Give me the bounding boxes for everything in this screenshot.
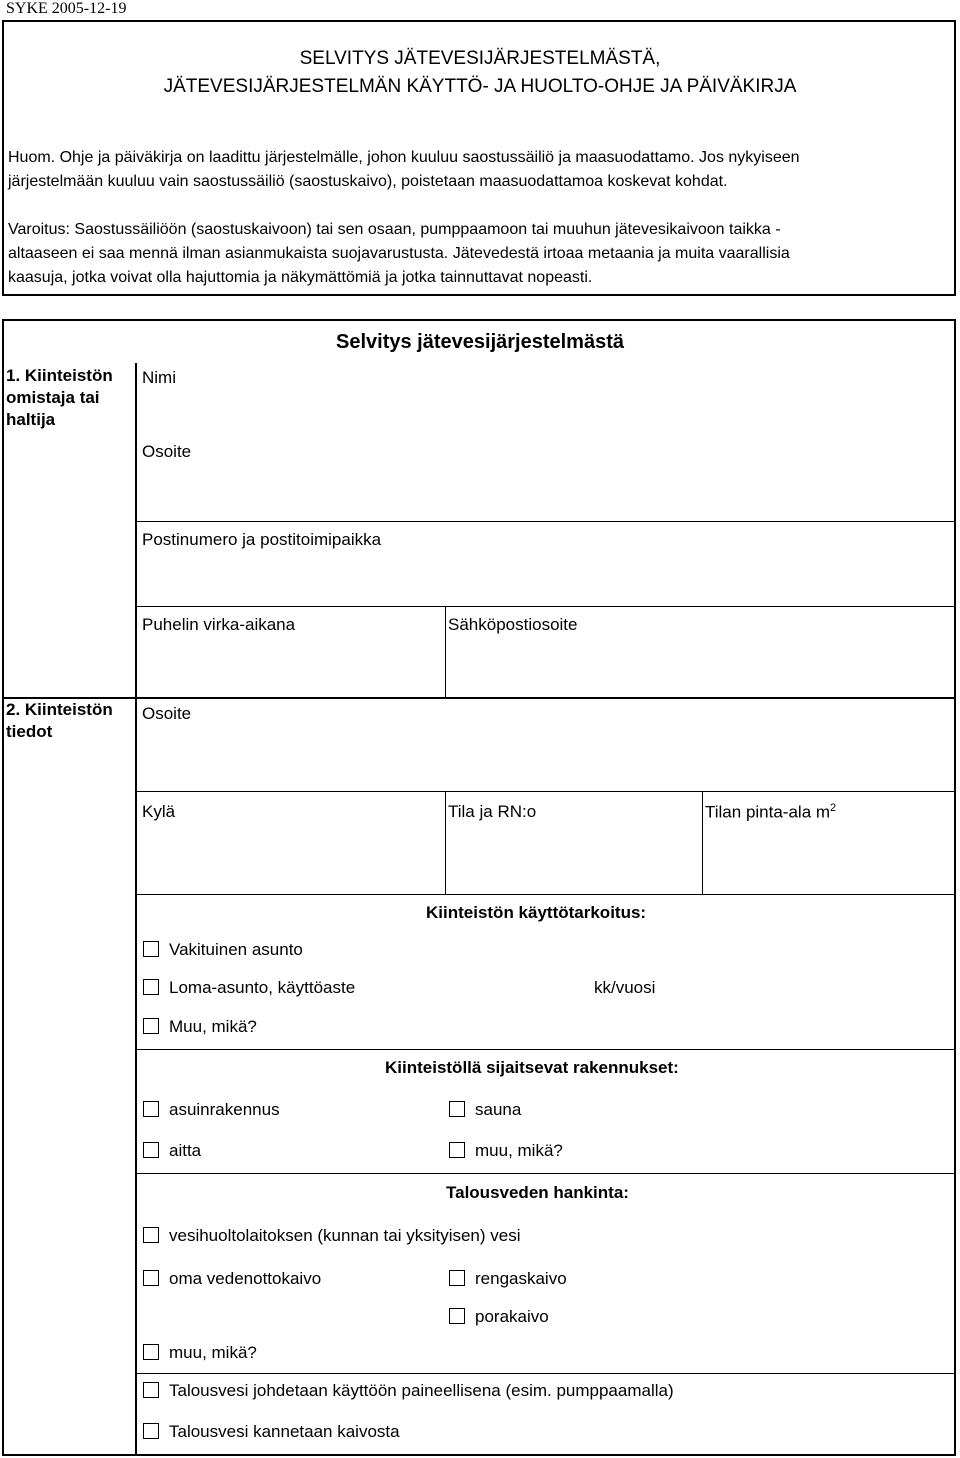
- section-divider: [2, 697, 956, 699]
- checkbox-pressurized[interactable]: [143, 1382, 159, 1398]
- divider: [135, 606, 956, 607]
- form-heading: Selvitys jätevesijärjestelmästä: [336, 331, 624, 353]
- note-line-2: järjestelmään kuuluu vain saostussäiliö (saostuskaivo), poistetaan maasuodattamoa koskevat kohdat.: [8, 173, 728, 190]
- checkbox-holiday-label: Loma-asunto, käyttöaste: [169, 978, 356, 997]
- holiday-unit: kk/vuosi: [594, 978, 656, 997]
- checkbox-shed-label: aitta: [169, 1141, 202, 1160]
- area-unit-superscript: 2: [830, 802, 837, 814]
- owner-address-field[interactable]: Osoite: [142, 442, 192, 461]
- checkbox-drilled-well-label: porakaivo: [475, 1307, 549, 1326]
- divider: [135, 1173, 956, 1174]
- owner-postal-field[interactable]: Postinumero ja postitoimipaikka: [142, 530, 382, 549]
- form-left-border: [2, 319, 4, 1456]
- area-label: Tilan pinta-ala m: [705, 802, 831, 822]
- checkbox-holiday[interactable]: [143, 979, 159, 995]
- warning-line-3: kaasuja, jotka voivat olla hajuttomia ja näkymättömiä ja jotka tainnuttavat nopeasti.: [8, 269, 593, 286]
- divider: [135, 791, 956, 792]
- village-field[interactable]: Kylä: [142, 802, 176, 821]
- divider: [445, 791, 446, 894]
- checkbox-sauna[interactable]: [449, 1101, 465, 1117]
- form-bottom-border: [2, 1454, 956, 1456]
- owner-email-field[interactable]: Sähköpostiosoite: [448, 615, 578, 634]
- divider: [445, 606, 446, 698]
- checkbox-permanent[interactable]: [143, 941, 159, 957]
- divider: [135, 1049, 956, 1050]
- section1-label-line-3: haltija: [6, 410, 56, 429]
- checkbox-building-other[interactable]: [449, 1142, 465, 1158]
- property-address-field[interactable]: Osoite: [142, 704, 192, 723]
- warning-line-1: Varoitus: Saostussäiliöön (saostuskaivoon) tai sen osaan, pumppaamoon tai muuhun jätevesikaivoon taikka -: [8, 221, 781, 238]
- checkbox-pressurized-label: Talousvesi johdetaan käyttöön paineellisena (esim. pumppaamalla): [169, 1381, 674, 1400]
- checkbox-building-other-label: muu, mikä?: [475, 1141, 563, 1160]
- checkbox-own-well-label: oma vedenottokaivo: [169, 1269, 322, 1288]
- checkbox-sauna-label: sauna: [475, 1100, 522, 1119]
- divider: [702, 791, 703, 894]
- checkbox-use-other[interactable]: [143, 1018, 159, 1034]
- water-heading: Talousveden hankinta:: [446, 1183, 629, 1202]
- owner-phone-field[interactable]: Puhelin virka-aikana: [142, 615, 296, 634]
- owner-name-field[interactable]: Nimi: [142, 368, 176, 387]
- area-field[interactable]: [705, 802, 836, 823]
- divider: [135, 521, 956, 522]
- checkbox-water-other-label: muu, mikä?: [169, 1343, 257, 1362]
- title-line-2: JÄTEVESIJÄRJESTELMÄN KÄYTTÖ- JA HUOLTO-OHJE JA PÄIVÄKIRJA: [163, 76, 797, 97]
- checkbox-carried[interactable]: [143, 1423, 159, 1439]
- title-line-1: SELVITYS JÄTEVESIJÄRJESTELMÄSTÄ,: [299, 48, 661, 69]
- section1-label-line-2: omistaja tai: [6, 388, 100, 407]
- divider: [135, 894, 956, 895]
- note-line-1: Huom. Ohje ja päiväkirja on laadittu järjestelmälle, johon kuuluu saostussäiliö ja maasuodattamo. Jos nykyiseen: [8, 149, 800, 166]
- section2-label-line-1: 2. Kiinteistön: [6, 700, 113, 719]
- section1-label-line-1: 1. Kiinteistön: [6, 366, 113, 385]
- checkbox-own-well[interactable]: [143, 1270, 159, 1286]
- checkbox-permanent-label: Vakituinen asunto: [169, 940, 303, 959]
- checkbox-use-other-label: Muu, mikä?: [169, 1017, 257, 1036]
- checkbox-drilled-well[interactable]: [449, 1308, 465, 1324]
- checkbox-residential[interactable]: [143, 1101, 159, 1117]
- checkbox-shed[interactable]: [143, 1142, 159, 1158]
- checkbox-ring-well[interactable]: [449, 1270, 465, 1286]
- warning-line-2: altaaseen ei saa mennä ilman asianmukaista suojavarustusta. Jätevedestä irtoaa metaania ja muita vaarallisia: [8, 245, 790, 262]
- label-column-divider: [135, 363, 137, 1456]
- checkbox-residential-label: asuinrakennus: [169, 1100, 280, 1119]
- buildings-heading: Kiinteistöllä sijaitsevat rakennukset:: [385, 1058, 679, 1077]
- checkbox-carried-label: Talousvesi kannetaan kaivosta: [169, 1422, 400, 1441]
- estate-field[interactable]: Tila ja RN:o: [448, 802, 537, 821]
- form-right-border: [954, 319, 956, 1456]
- checkbox-water-other[interactable]: [143, 1344, 159, 1360]
- document-code: SYKE 2005-12-19: [6, 0, 127, 17]
- checkbox-water-utility[interactable]: [143, 1227, 159, 1243]
- use-heading: Kiinteistön käyttötarkoitus:: [426, 903, 647, 922]
- section2-label-line-2: tiedot: [6, 722, 53, 741]
- divider: [135, 1373, 956, 1374]
- checkbox-ring-well-label: rengaskaivo: [475, 1269, 567, 1288]
- checkbox-water-utility-label: vesihuoltolaitoksen (kunnan tai yksityisen) vesi: [169, 1226, 521, 1245]
- form-top-border: [2, 319, 956, 321]
